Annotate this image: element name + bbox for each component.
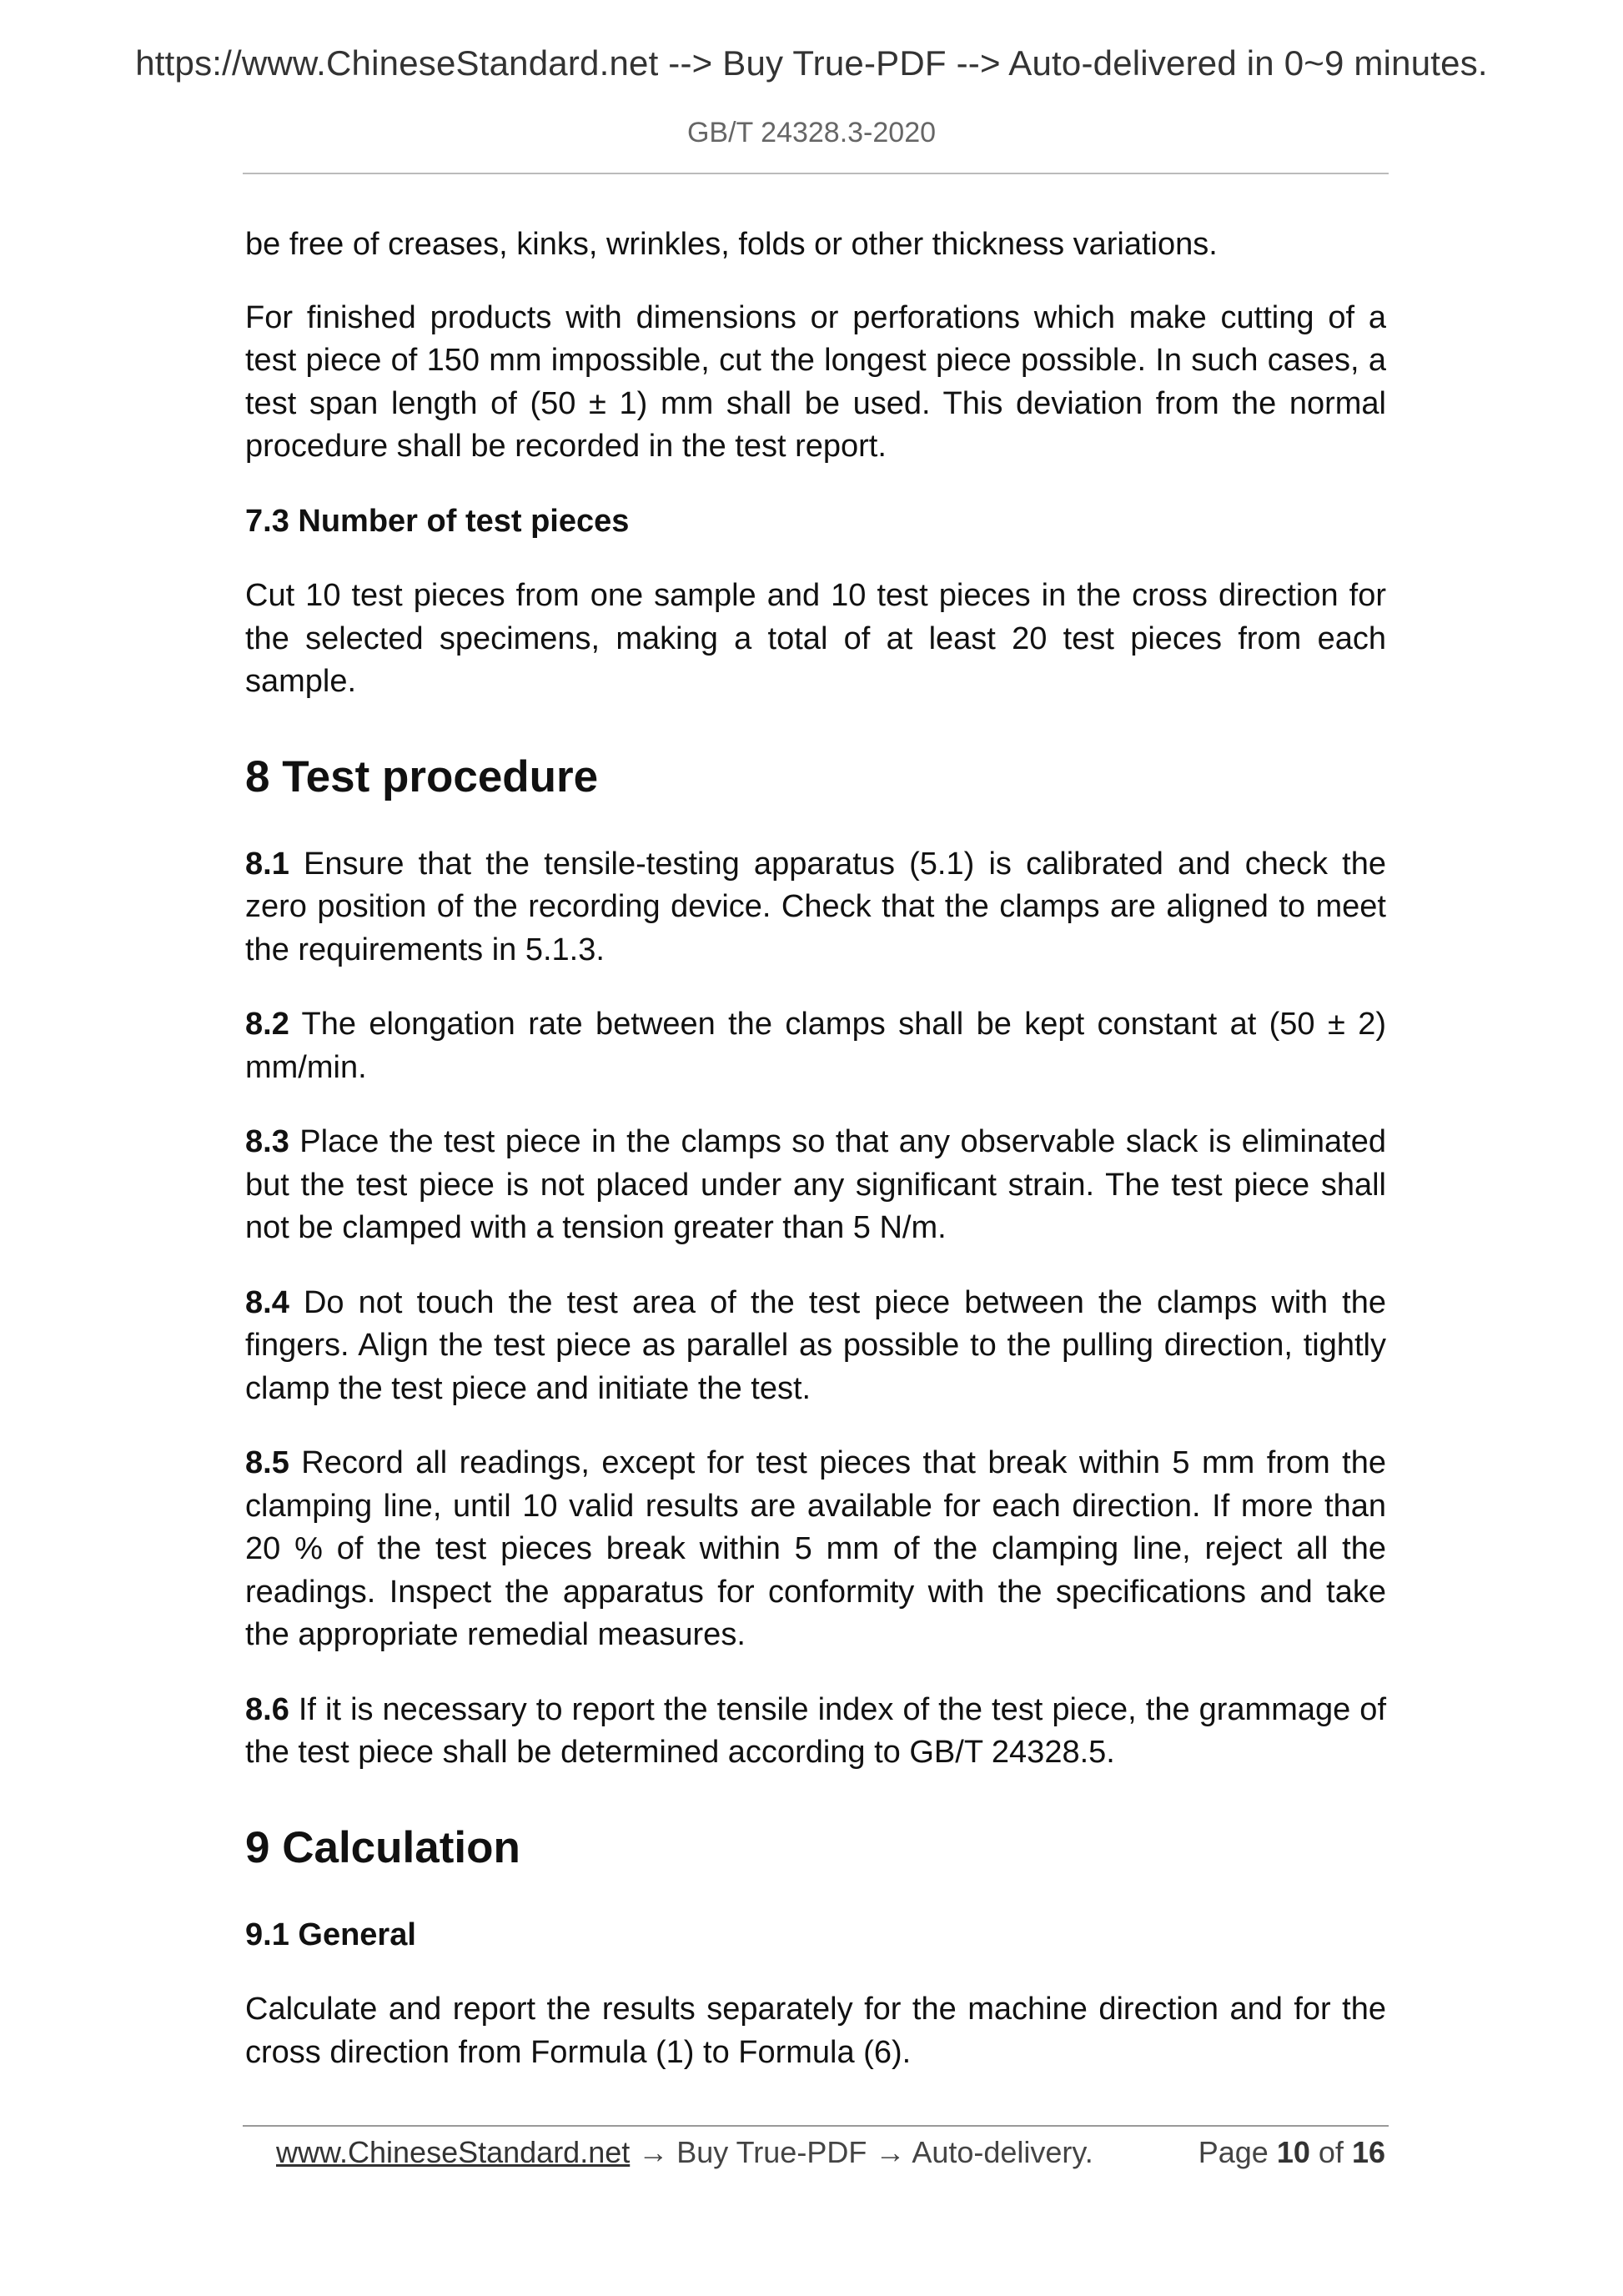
page-total: 16: [1351, 2135, 1385, 2169]
clause-text: Record all readings, except for test pieces that break within 5 mm from the clamping line, until 10 valid results are available for each direction. If more than 20 % of the test pieces break within 5 mm of the clamping line, reject all the readings. Inspect the apparatus for conformity with the specifications and take the appropriate remedial measures.: [245, 1445, 1386, 1652]
section-heading-9: 9 Calculation: [245, 1822, 520, 1872]
clause-number: 8.2: [245, 1007, 289, 1042]
top-banner: https://www.ChineseStandard.net --> Buy True-PDF --> Auto-delivered in 0~9 minutes.: [135, 43, 1488, 83]
clause-number: 8.5: [245, 1445, 289, 1480]
clause-number: 8.6: [245, 1691, 289, 1727]
clause-8-5: [245, 1442, 1386, 1657]
section-heading-7-3: 7.3 Number of test pieces: [245, 503, 630, 539]
clause-text: Ensure that the tensile-testing apparatus (5.1) is calibrated and check the zero position of the recording device. Check that the clamps are aligned to meet the requirements in 5.1.3.: [245, 846, 1387, 967]
header-divider: [243, 173, 1389, 174]
page-label: Page: [1198, 2135, 1269, 2169]
section-heading-8: 8 Test procedure: [245, 751, 599, 801]
clause-8-4: [245, 1282, 1386, 1411]
paragraph-continued: be free of creases, kinks, wrinkles, folds or other thickness variations.: [245, 227, 1218, 262]
clause-number: 8.3: [245, 1124, 289, 1159]
clause-8-1: [245, 843, 1386, 972]
clause-text: If it is necessary to report the tensile index of the test piece, the grammage of the test piece shall be determined according to GB/T 24328.5.: [245, 1691, 1386, 1770]
page-footer: [276, 2132, 1385, 2173]
clause-8-3: [245, 1121, 1386, 1250]
footer-divider: [243, 2125, 1389, 2127]
clause-8-6: [245, 1689, 1386, 1775]
clause-text: Place the test piece in the clamps so that any observable slack is eliminated but the test piece is not placed under any significant strain. The test piece shall not be clamped with a tension greater than 5 N/m.: [245, 1124, 1386, 1245]
clause-text: Do not touch the test area of the test piece between the clamps with the fingers. Align the test piece as parallel as possible to the pulling direction, tightly clamp the test piece and initiate the test.: [245, 1284, 1386, 1406]
of-label: of: [1318, 2135, 1344, 2169]
clause-number: 8.4: [245, 1284, 289, 1320]
paragraph-9-1: Calculate and report the results separately for the machine direction and for the cross direction from Formula (1) to Formula (6).: [245, 1992, 1386, 2070]
page-number: 10: [1276, 2135, 1310, 2169]
clause-8-2: [245, 1003, 1386, 1089]
page-counter: [1198, 2132, 1385, 2173]
document-code: GB/T 24328.3-2020: [686, 117, 937, 148]
section-heading-9-1: 9.1 General: [245, 1917, 416, 1952]
footer-site-link[interactable]: www.ChineseStandard.net: [276, 2135, 631, 2169]
page-content: [245, 224, 1386, 2106]
clause-number: 8.1: [245, 846, 289, 882]
paragraph-finished-products: For finished products with dimensions or perforations which make cutting of a test piece of 150 mm impossible, cut the longest piece possible. In such cases, a test span length of (50 ± 1) mm shall be used. This deviation from the normal procedure shall be recorded in the test report.: [245, 299, 1386, 464]
paragraph-7-3: Cut 10 test pieces from one sample and 10 test pieces in the cross direction for the selected specimens, making a total of at least 20 test pieces from each sample.: [245, 578, 1386, 699]
footer-promo-text: → Buy True-PDF → Auto-delivery.: [630, 2135, 1093, 2169]
clause-text: The elongation rate between the clamps shall be kept constant at (50 ± 2) mm/min.: [245, 1007, 1386, 1085]
